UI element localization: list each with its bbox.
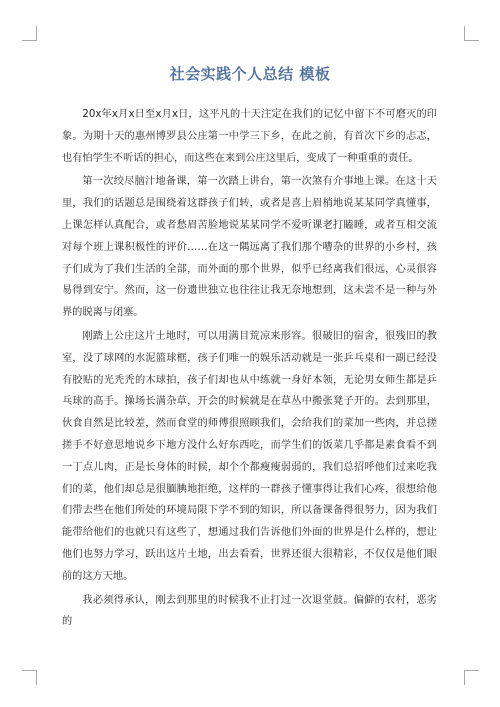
paragraph-3: 刚踏上公庄这片土地时，可以用满目荒凉来形容。很破旧的宿舍，很残旧的教室，没了球网的水泥篮球框，孩子们唯一的娱乐活动就是一张乒乓桌和一副已经没有胶贴的光秃秃的木球拍，孩子们却也从中练就一身好本领，无论男女师生都是乒乓球的高手。操场长满杂草，开会的时候就是在草丛中搬张凳子开的。去到那里，伙食自然是比较差，然而食堂的师傅很照顾我们，会给我们的菜加一些肉，并总搓搓手不好意思地说乡下地方没什么好东西吃，而学生们的饭菜几乎都是素食看不到一丁点儿肉，正是长身体的时候，却个个都瘦瘦弱弱的，我们总招呼他们过来吃我们的菜，他们却总是很腼腆地拒绝，这样的一群孩子懂事得让我们心疼，很想给他们带去些在他们所处的环境局限下学不到的知识，所以备课备得很努力，因为我们能带给他们的也就只有这些了，想通过我们告诉他们外面的世界是什么样的，想让他们也努力学习，跃出这片土地，出去看看，世界还很大很精彩，不仅仅是他们眼前的这方天地。	[62, 330, 437, 582]
crop-mark-bottom-left	[22, 670, 37, 685]
paragraph-1: 20x年x月x日至x月x日，这平凡的十天注定在我们的记忆中留下不可磨灭的印象。为期十天的惠州博罗县公庄第一中学三下乡，在此之前，有首次下乡的忐忑，也有怕学生不听话的担心，而这些在来到公庄这里后，变成了一种重重的责任。	[62, 109, 437, 164]
paragraph-4: 我必须得承认，刚去到那里的时候我不止打过一次退堂鼓。偏僻的农村，恶劣的	[62, 594, 437, 628]
crop-mark-top-left	[22, 26, 37, 41]
paragraph-2: 第一次绞尽脑汁地备课，第一次踏上讲台，第一次煞有介事地上课。在这十天里，我们的话题总是围绕着这群孩子们转，或者是喜上眉梢地说某某同学真懂事，上课怎样认真配合，或者愁眉苦脸地说某某同学不爱听课老打瞌睡，或者互相交流对每个班上课积极性的评价……在这一隅远离了我们那个嘈杂的世界的小乡村，孩子们成为了我们生活的全部，而外面的那个世界，似乎已经离我们很远，心灵很容易得到安宁。然而，这一份遗世独立也往往让我无奈地想到，这未尝不是一种与外界的脱离与闭塞。	[62, 176, 437, 319]
document-body	[62, 104, 437, 633]
crop-mark-bottom-right	[464, 670, 479, 685]
document-title: 社会实践个人总结 模板	[169, 65, 331, 83]
crop-mark-top-right	[464, 26, 479, 41]
